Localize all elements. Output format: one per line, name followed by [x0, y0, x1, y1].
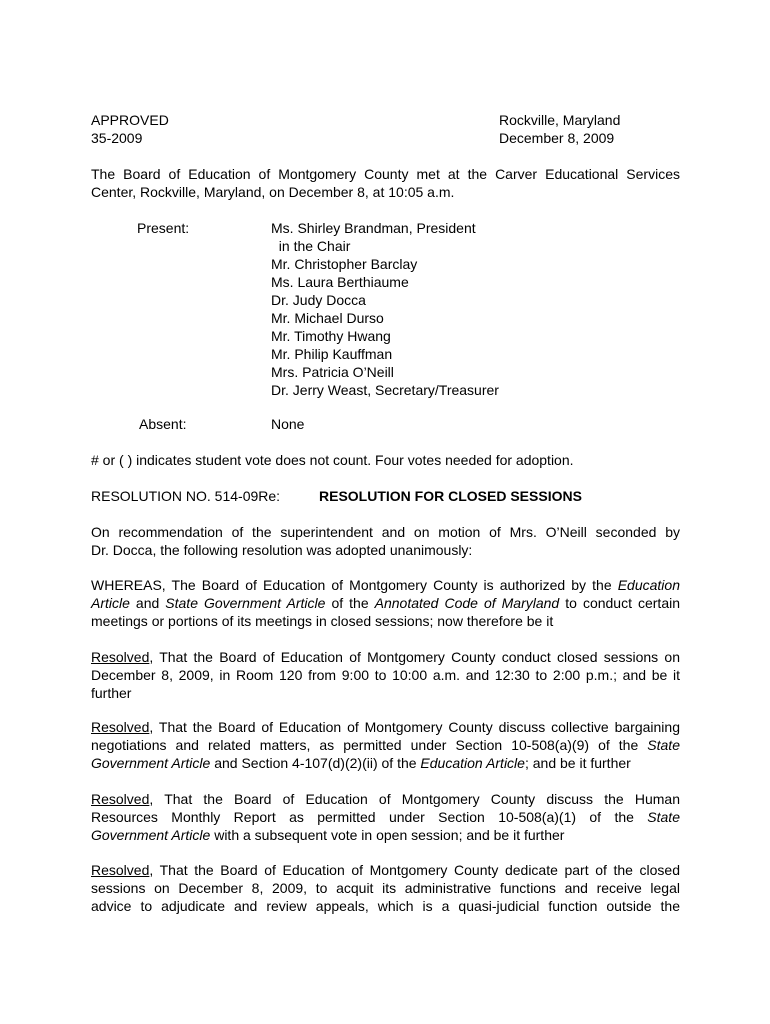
whereas-line: [91, 594, 680, 612]
text-run: , That the Board of Education of Montgomery County discuss the Human: [149, 791, 680, 807]
approved-label: APPROVED: [91, 112, 169, 128]
resolved-line: [91, 736, 680, 754]
member-name: Ms. Shirley Brandman, President: [271, 220, 476, 236]
italic-run: Government Article: [91, 755, 211, 771]
text-run: of the: [331, 595, 369, 611]
resolved-line: [91, 648, 680, 666]
member-name: Mr. Timothy Hwang: [271, 328, 391, 344]
text-run: with a subsequent vote in open session; and be it further: [214, 827, 565, 843]
text-run: , That the Board of Education of Montgomery County discuss collective bargaining: [149, 719, 680, 735]
absent-label: Absent:: [139, 416, 187, 432]
member-name: Dr. Jerry Weast, Secretary/Treasurer: [271, 382, 499, 398]
member-name: in the Chair: [271, 238, 351, 254]
resolved-keyword: Resolved: [91, 719, 150, 735]
location: Rockville, Maryland: [499, 112, 621, 128]
whereas-paragraph: [91, 576, 680, 630]
text-run: and Section 4-107(d)(2)(ii) of the: [214, 755, 417, 771]
text-run: WHEREAS, The Board of Education of Montgomery County is authorized by the: [91, 577, 612, 593]
motion-paragraph: [91, 523, 680, 559]
member-name: Mrs. Patricia O’Neill: [271, 364, 394, 380]
italic-run: Article: [91, 595, 130, 611]
present-members-list: [271, 219, 499, 399]
member-name: Mr. Philip Kauffman: [271, 346, 393, 362]
text-run: negotiations and related matters, as permitted under Section 10-508(a)(9) of the: [91, 737, 639, 753]
meeting-date: December 8, 2009: [499, 130, 615, 146]
text-run: Resources Monthly Report as permitted under Section 10-508(a)(1) of the: [91, 809, 634, 825]
resolved-line: sessions on December 8, 2009, to acquit its administrative functions and receive legal: [91, 880, 680, 896]
resolved-line: [91, 861, 680, 879]
resolved-keyword: Resolved: [91, 862, 150, 878]
header-right: [499, 111, 620, 147]
italic-run: State Government Article: [165, 595, 326, 611]
italic-run: Government Article: [91, 827, 211, 843]
vote-note: # or ( ) indicates student vote does not count. Four votes needed for adoption.: [91, 452, 574, 468]
resolved-paragraph-4: [91, 861, 680, 915]
motion-line: Dr. Docca, the following resolution was adopted unanimously:: [91, 542, 473, 558]
italic-run: Education Article: [420, 755, 525, 771]
resolved-line: [91, 826, 680, 844]
resolved-line: [91, 790, 680, 808]
intro-line: The Board of Education of Montgomery County met at the Carver Educational Services: [91, 166, 680, 182]
member-name: Dr. Judy Docca: [271, 292, 366, 308]
italic-run: Education: [617, 577, 680, 593]
text-run: to conduct certain: [565, 595, 681, 611]
whereas-line: meetings or portions of its meetings in closed sessions; now therefore be it: [91, 613, 554, 629]
resolved-paragraph-1: [91, 648, 680, 702]
italic-run: State: [647, 809, 680, 825]
resolved-paragraph-2: [91, 718, 680, 772]
text-run: ; and be it further: [524, 755, 631, 771]
intro-line: Center, Rockville, Maryland, on December 8, at 10:05 a.m.: [91, 184, 455, 200]
absent-value: None: [271, 416, 305, 432]
resolved-line: advice to adjudicate and review appeals, which is a quasi-judicial function outside the: [91, 898, 680, 914]
resolved-line: further: [91, 685, 132, 701]
text-run: and: [135, 595, 160, 611]
resolved-line: December 8, 2009, in Room 120 from 9:00 to 10:00 a.m. and 12:30 to 2:00 p.m.; and be it: [91, 667, 680, 683]
member-name: Mr. Michael Durso: [271, 310, 384, 326]
header-left: [91, 111, 169, 147]
italic-run: Annotated Code of Maryland: [374, 595, 560, 611]
member-name: Ms. Laura Berthiaume: [271, 274, 409, 290]
resolved-keyword: Resolved: [91, 791, 150, 807]
resolved-keyword: Resolved: [91, 649, 150, 665]
member-name: Mr. Christopher Barclay: [271, 256, 418, 272]
text-run: , That the Board of Education of Montgomery County conduct closed sessions on: [149, 649, 680, 665]
text-run: , That the Board of Education of Montgomery County dedicate part of the closed: [149, 862, 680, 878]
motion-line: On recommendation of the superintendent and on motion of Mrs. O’Neill seconded by: [91, 524, 680, 540]
intro-paragraph: [91, 165, 680, 201]
italic-run: State: [647, 737, 680, 753]
resolved-paragraph-3: [91, 790, 680, 844]
resolved-line: [91, 718, 680, 736]
resolution-number: RESOLUTION NO. 514-09Re:: [91, 488, 281, 504]
resolved-line: [91, 808, 680, 826]
present-label: Present:: [137, 220, 190, 236]
resolution-title: RESOLUTION FOR CLOSED SESSIONS: [319, 488, 582, 504]
resolution-code: 35-2009: [91, 130, 143, 146]
whereas-line: [91, 576, 680, 594]
resolved-line: [91, 754, 680, 772]
